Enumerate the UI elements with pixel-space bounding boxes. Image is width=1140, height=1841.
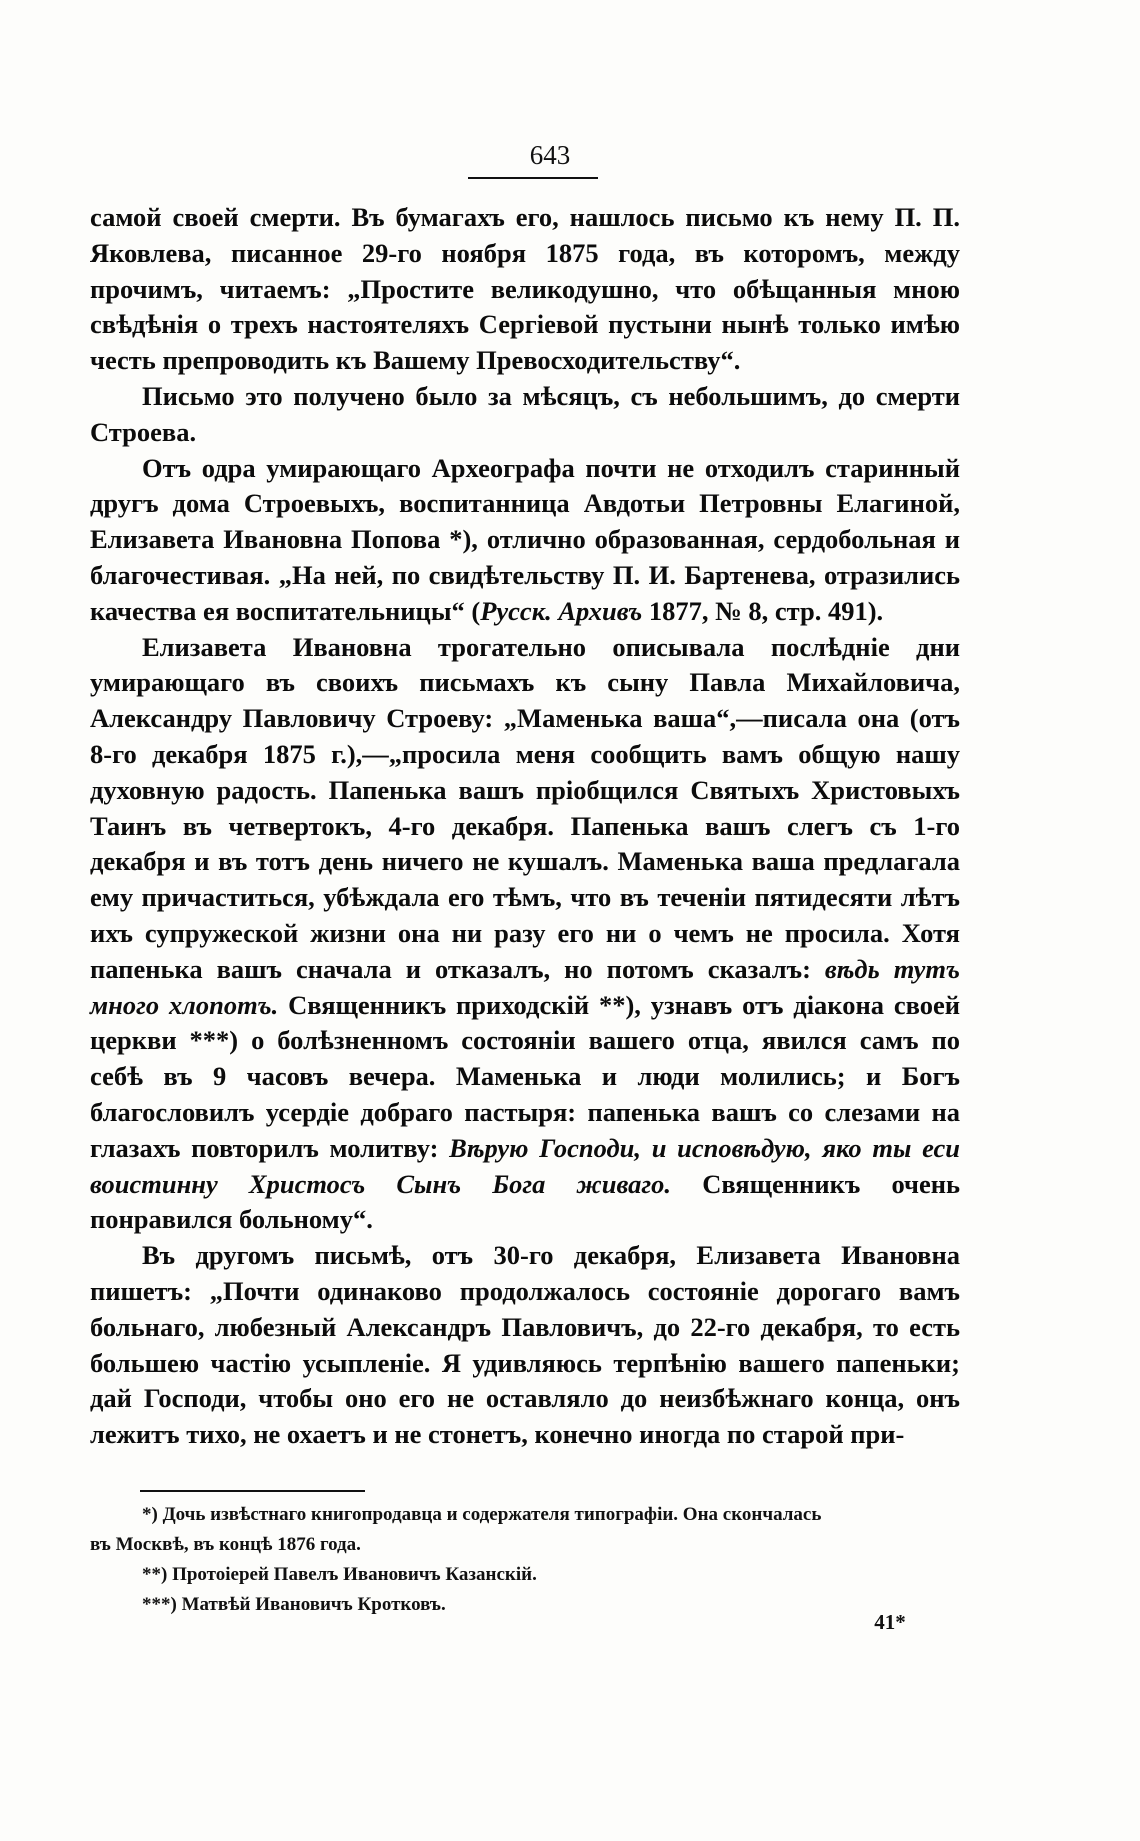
paragraph-3-citation: Русск. Архивъ bbox=[480, 595, 643, 626]
paragraph-4-end: Священникъ очень понравился больному“. bbox=[90, 1168, 960, 1235]
printer-signature: 41* bbox=[874, 1610, 906, 1634]
paragraph-4-quote: вѣдь тутъ много хлопотъ. bbox=[90, 953, 960, 1020]
page-number: 643 bbox=[529, 140, 571, 170]
paragraph-3 bbox=[90, 451, 960, 630]
paragraph-5: Въ другомъ письмѣ, отъ 30-го декабря, Елизавета Ивановна пишетъ: „Почти одинаково продолжалось состояніе дорогаго вамъ больнаго, любезный Александръ Павловичъ, до 22-го декабря, то есть большею частію усыпленіе. Я удивляюсь терпѣнію вашего папеньки; дай Господи, чтобы оно его не оставляло до неизбѣжнаго конца, онъ лежитъ тихо, не охаетъ и не стонетъ, конечно иногда по старой при- bbox=[90, 1240, 960, 1450]
paragraph-3-tail: 1877, № 8, стр. 491). bbox=[642, 595, 884, 626]
paragraph-1: самой своей смерти. Въ бумагахъ его, нашлось письмо къ нему П. П. Яковлева, писанное 29-го ноября 1875 года, въ которомъ, между прочимъ, читаемъ: „Простите великодушно, что обѣщанныя мною свѣдѣнія о трехъ настоятеляхъ Сергіевой пустыни нынѣ только имѣю честь препроводить къ Вашему Превосходительству“. bbox=[90, 202, 960, 376]
paragraph-4-middle: Священникъ приходскій **), узнавъ отъ діакона своей церкви ***) о болѣзненномъ состояніи вашего отца, явился самъ по себѣ въ 9 часовъ вечера. Маменька и люди молились; и Богъ благословилъ усердіе добраго пастыря: папенька вашъ со слезами на глазахъ повторилъ молитву: bbox=[90, 989, 960, 1163]
paragraph-4-text: Елизавета Ивановна трогательно описывала послѣдніе дни умирающаго въ своихъ письмахъ къ сыну Павла Михайловича, Александру Павловичу Строеву: „Маменька ваша“,—писала она (отъ 8-го декабря 1875 г.),—„просила меня сообщить вамъ общую нашу духовную радость. Папенька вашъ пріобщился Святыхъ Христовыхъ Таинъ въ четвертокъ, 4-го декабря. Папенька вашъ слегъ съ 1-го декабря и въ тотъ день ничего не кушалъ. Маменька ваша предлагала ему причаститься, убѣждала его тѣмъ, что въ теченіи пятидесяти лѣтъ ихъ супружеской жизни она ни разу его ни о чемъ не просила. Хотя папенька вашъ сначала и отказалъ, но потомъ сказалъ: bbox=[90, 631, 960, 984]
footnote-1-cont: въ Москвѣ, въ концѣ 1876 года. bbox=[90, 1534, 361, 1555]
footnote-2: **) Протоіерей Павелъ Ивановичъ Казанскій. bbox=[142, 1564, 537, 1585]
footnote-1: *) Дочь извѣстнаго книгопродавца и содержателя типографіи. Она скончалась bbox=[142, 1504, 822, 1525]
footnotes bbox=[90, 1500, 960, 1620]
paragraph-3-text: Отъ одра умирающаго Археографа почти не отходилъ старинный другъ дома Строевыхъ, воспитанница Авдотьи Петровны Елагиной, Елизавета Ивановна Попова *), отлично образованная, сердобольная и благочестивая. „На ней, по свидѣтельству П. И. Бартенева, отразились качества ея воспитательницы“ ( bbox=[90, 452, 960, 626]
paragraph-4-prayer: Вѣрую Господи, и исповѣдую, яко ты еси воистинну Христосъ Сынъ Бога живаго. bbox=[90, 1132, 960, 1199]
paragraph-4 bbox=[90, 630, 960, 1239]
page-number-rule bbox=[468, 177, 598, 179]
footnote-rule bbox=[140, 1490, 365, 1492]
footnote-3: ***) Матвѣй Ивановичъ Кротковъ. bbox=[142, 1594, 446, 1615]
paragraph-2: Письмо это получено было за мѣсяцъ, съ небольшимъ, до смерти Строева. bbox=[90, 380, 960, 447]
body-text bbox=[90, 200, 960, 1453]
